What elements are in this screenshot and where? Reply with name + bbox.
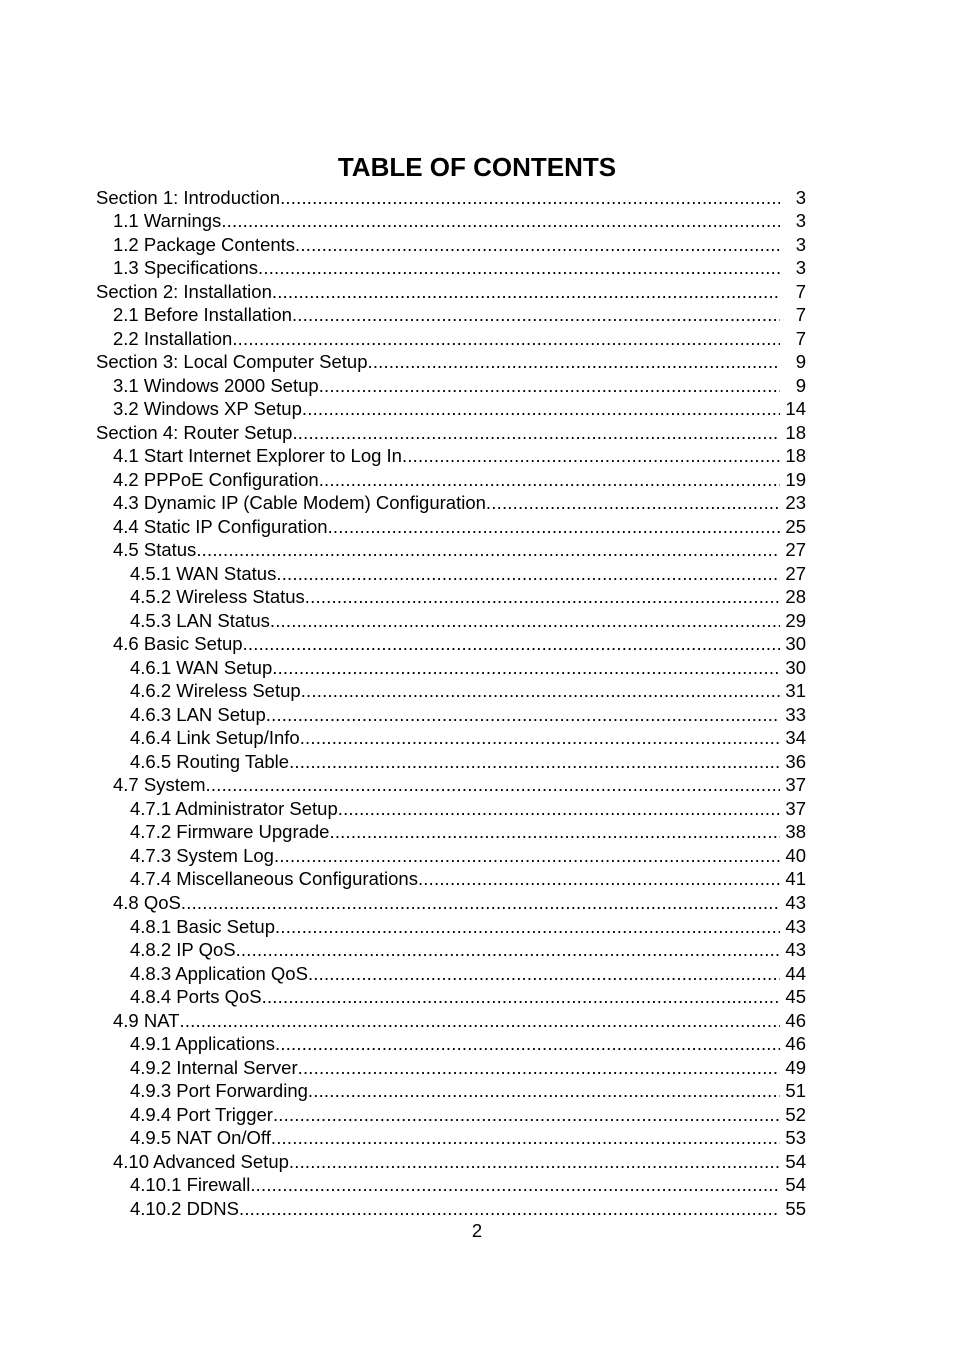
toc-dot-leader [402, 445, 780, 466]
toc-entry-page: 37 [785, 797, 806, 819]
toc-dot-leader [418, 868, 780, 889]
toc-entry-label: 4.5.3 LAN Status [130, 609, 270, 631]
toc-entry-page: 43 [785, 939, 806, 961]
toc-entry-page: 46 [785, 1033, 806, 1055]
toc-entry-label: 4.2 PPPoE Configuration [113, 468, 319, 490]
toc-entry-page: 27 [785, 562, 806, 584]
toc-entry-label: 2.1 Before Installation [113, 304, 292, 326]
toc-entry-label: 4.9.3 Port Forwarding [130, 1080, 308, 1102]
toc-entry-label: 4.10.1 Firewall [130, 1174, 251, 1196]
toc-entry-label: 4.7.2 Firmware Upgrade [130, 821, 330, 843]
toc-dot-leader [272, 281, 780, 302]
toc-entry-page: 38 [785, 821, 806, 843]
toc-dot-leader [298, 1057, 780, 1078]
toc-entry-label: 4.10 Advanced Setup [113, 1150, 289, 1172]
toc-entry-label: 2.2 Installation [113, 327, 233, 349]
toc-entry-page: 33 [785, 703, 806, 725]
toc-entry-label: 4.9.1 Applications [130, 1033, 276, 1055]
toc-entry-page: 51 [785, 1080, 806, 1102]
toc-dot-leader [221, 210, 780, 231]
toc-dot-leader [236, 939, 780, 960]
toc-entry[interactable] [96, 443, 806, 467]
toc-entry[interactable] [96, 419, 806, 443]
toc-entry[interactable] [96, 1148, 806, 1172]
toc-entry[interactable] [96, 795, 806, 819]
toc-entry-page: 18 [785, 445, 806, 467]
toc-entry-label: 4.8.4 Ports QoS [130, 986, 262, 1008]
toc-dot-leader [239, 1198, 780, 1219]
toc-dot-leader [308, 1080, 780, 1101]
toc-entry-page: 43 [785, 891, 806, 913]
toc-dot-leader [486, 492, 780, 513]
toc-entry-page: 43 [785, 915, 806, 937]
toc-dot-leader [181, 892, 780, 913]
toc-dot-leader [329, 821, 780, 842]
toc-entry-label: 4.1 Start Internet Explorer to Log In [113, 445, 402, 467]
toc-entry-label: 1.1 Warnings [113, 210, 222, 232]
toc-dot-leader [266, 704, 780, 725]
toc-entry-page: 41 [785, 868, 806, 890]
toc-dot-leader [292, 304, 780, 325]
toc-entry[interactable] [96, 1078, 806, 1102]
toc-entry-label: 4.6.2 Wireless Setup [130, 680, 301, 702]
toc-entry[interactable] [96, 278, 806, 302]
toc-entry-page: 55 [785, 1197, 806, 1219]
toc-entry-page: 9 [795, 351, 806, 373]
toc-entry-label: 4.5.2 Wireless Status [130, 586, 305, 608]
toc-entry-label: 4.5.1 WAN Status [130, 562, 277, 584]
toc-entry[interactable] [96, 325, 806, 349]
toc-entry[interactable] [96, 913, 806, 937]
toc-entry[interactable] [96, 349, 806, 373]
toc-entry-page: 25 [785, 515, 806, 537]
toc-entry[interactable] [96, 654, 806, 678]
toc-entry-page: 30 [785, 633, 806, 655]
toc-entry[interactable] [96, 1172, 806, 1196]
toc-entry[interactable] [96, 772, 806, 796]
toc-entry[interactable] [96, 866, 806, 890]
toc-entry[interactable] [96, 1031, 806, 1055]
toc-entry-label: 4.8.2 IP QoS [130, 939, 236, 961]
toc-entry[interactable] [96, 1125, 806, 1149]
toc-entry[interactable] [96, 537, 806, 561]
toc-dot-leader [302, 398, 780, 419]
toc-entry-page: 3 [795, 186, 806, 208]
toc-dot-leader [262, 986, 780, 1007]
toc-entry-page: 31 [785, 680, 806, 702]
toc-entry[interactable] [96, 560, 806, 584]
toc-dot-leader [308, 963, 780, 984]
toc-dot-leader [305, 586, 780, 607]
toc-dot-leader [179, 1010, 780, 1031]
toc-entry-label: 4.7 System [113, 774, 206, 796]
toc-entry-label: 4.7.1 Administrator Setup [130, 797, 338, 819]
toc-entry[interactable] [96, 984, 806, 1008]
toc-dot-leader [319, 375, 780, 396]
toc-entry-label: 3.1 Windows 2000 Setup [113, 374, 319, 396]
toc-entry-page: 34 [785, 727, 806, 749]
toc-entry-label: Section 4: Router Setup [96, 421, 293, 443]
toc-entry[interactable] [96, 631, 806, 655]
toc-entry[interactable] [96, 937, 806, 961]
toc-entry[interactable] [96, 819, 806, 843]
toc-entry-page: 54 [785, 1150, 806, 1172]
toc-entry-page: 7 [795, 327, 806, 349]
toc-entry[interactable] [96, 513, 806, 537]
toc-entry[interactable] [96, 1054, 806, 1078]
toc-dot-leader [295, 234, 780, 255]
toc-dot-leader [300, 727, 780, 748]
toc-entry[interactable] [96, 396, 806, 420]
toc-dot-leader [274, 845, 780, 866]
toc-entry-page: 52 [785, 1103, 806, 1125]
toc-entry[interactable] [96, 889, 806, 913]
toc-entry[interactable] [96, 960, 806, 984]
toc-title: TABLE OF CONTENTS [337, 152, 617, 182]
toc-entry-label: 4.9.2 Internal Server [130, 1056, 298, 1078]
toc-dot-leader [258, 257, 780, 278]
toc-entry[interactable] [96, 1195, 806, 1219]
toc-entry[interactable] [96, 725, 806, 749]
toc-entry-page: 18 [785, 421, 806, 443]
toc-entry-page: 7 [795, 304, 806, 326]
toc-entry-page: 30 [785, 656, 806, 678]
toc-dot-leader [368, 351, 781, 372]
toc-entry-page: 45 [785, 986, 806, 1008]
toc-entry-page: 29 [785, 609, 806, 631]
toc-entry[interactable] [96, 372, 806, 396]
toc-dot-leader [270, 610, 780, 631]
toc-entry-label: 3.2 Windows XP Setup [113, 398, 302, 420]
toc-entry-label: Section 3: Local Computer Setup [96, 351, 368, 373]
toc-entry-page: 19 [785, 468, 806, 490]
toc-entry[interactable] [96, 584, 806, 608]
toc-entry-page: 40 [785, 844, 806, 866]
toc-list [96, 184, 806, 1219]
toc-entry-page: 3 [795, 257, 806, 279]
toc-entry-label: 4.5 Status [113, 539, 197, 561]
toc-entry-label: 4.9 NAT [113, 1009, 180, 1031]
toc-entry-page: 3 [795, 210, 806, 232]
toc-dot-leader [232, 328, 780, 349]
toc-dot-leader [319, 469, 780, 490]
toc-entry-label: 4.8.1 Basic Setup [130, 915, 276, 937]
toc-entry[interactable] [96, 208, 806, 232]
toc-entry[interactable] [96, 748, 806, 772]
toc-entry-label: Section 1: Introduction [96, 186, 281, 208]
toc-entry-label: 4.7.3 System Log [130, 844, 274, 866]
toc-entry-label: 4.6 Basic Setup [113, 633, 243, 655]
toc-dot-leader [289, 751, 780, 772]
toc-entry[interactable] [96, 1007, 806, 1031]
toc-entry[interactable] [96, 490, 806, 514]
toc-entry-label: 4.9.5 NAT On/Off [130, 1127, 271, 1149]
toc-entry-label: 1.3 Specifications [113, 257, 259, 279]
toc-entry-page: 37 [785, 774, 806, 796]
toc-entry-label: 4.7.4 Miscellaneous Configurations [130, 868, 418, 890]
toc-dot-leader [206, 774, 780, 795]
toc-entry[interactable] [96, 678, 806, 702]
toc-entry-page: 36 [785, 750, 806, 772]
toc-dot-leader [289, 1151, 780, 1172]
toc-entry-label: 4.6.5 Routing Table [130, 750, 290, 772]
toc-dot-leader [338, 798, 780, 819]
toc-dot-leader [276, 563, 780, 584]
toc-dot-leader [292, 422, 780, 443]
toc-entry-label: 4.10.2 DDNS [130, 1197, 239, 1219]
toc-entry[interactable] [96, 607, 806, 631]
toc-entry-label: 4.6.3 LAN Setup [130, 703, 266, 725]
toc-entry-label: 4.8 QoS [113, 891, 181, 913]
toc-entry-label: 4.9.4 Port Trigger [130, 1103, 273, 1125]
toc-dot-leader [250, 1174, 780, 1195]
toc-entry-page: 9 [795, 374, 806, 396]
toc-entry-page: 14 [785, 398, 806, 420]
toc-dot-leader [275, 1033, 780, 1054]
toc-entry-page: 54 [785, 1174, 806, 1196]
toc-entry-page: 53 [785, 1127, 806, 1149]
toc-entry[interactable] [96, 842, 806, 866]
toc-entry-page: 27 [785, 539, 806, 561]
toc-entry-page: 3 [795, 233, 806, 255]
toc-entry-label: 4.8.3 Application QoS [130, 962, 308, 984]
toc-entry-label: 4.3 Dynamic IP (Cable Modem) Configuration [113, 492, 486, 514]
toc-dot-leader [272, 657, 780, 678]
toc-entry-page: 44 [785, 962, 806, 984]
toc-entry-label: 4.4 Static IP Configuration [113, 515, 328, 537]
toc-entry[interactable] [96, 701, 806, 725]
toc-entry-label: Section 2: Installation [96, 280, 272, 302]
toc-entry-page: 23 [785, 492, 806, 514]
toc-dot-leader [273, 1104, 780, 1125]
toc-dot-leader [328, 516, 780, 537]
toc-entry[interactable] [96, 255, 806, 279]
toc-dot-leader [196, 539, 780, 560]
toc-dot-leader [301, 680, 780, 701]
toc-entry[interactable] [96, 231, 806, 255]
toc-entry-label: 4.6.1 WAN Setup [130, 656, 273, 678]
toc-dot-leader [271, 1127, 780, 1148]
toc-dot-leader [275, 916, 780, 937]
toc-entry[interactable] [96, 1101, 806, 1125]
toc-dot-leader [280, 187, 780, 208]
toc-entry-page: 28 [785, 586, 806, 608]
toc-entry-page: 49 [785, 1056, 806, 1078]
toc-entry[interactable] [96, 302, 806, 326]
toc-entry[interactable] [96, 184, 806, 208]
toc-entry-page: 7 [795, 280, 806, 302]
toc-dot-leader [243, 633, 780, 654]
toc-entry-label: 1.2 Package Contents [113, 233, 296, 255]
toc-entry-label: 4.6.4 Link Setup/Info [130, 727, 300, 749]
toc-entry[interactable] [96, 466, 806, 490]
page-number: 2 [471, 1220, 483, 1241]
toc-entry-page: 46 [785, 1009, 806, 1031]
